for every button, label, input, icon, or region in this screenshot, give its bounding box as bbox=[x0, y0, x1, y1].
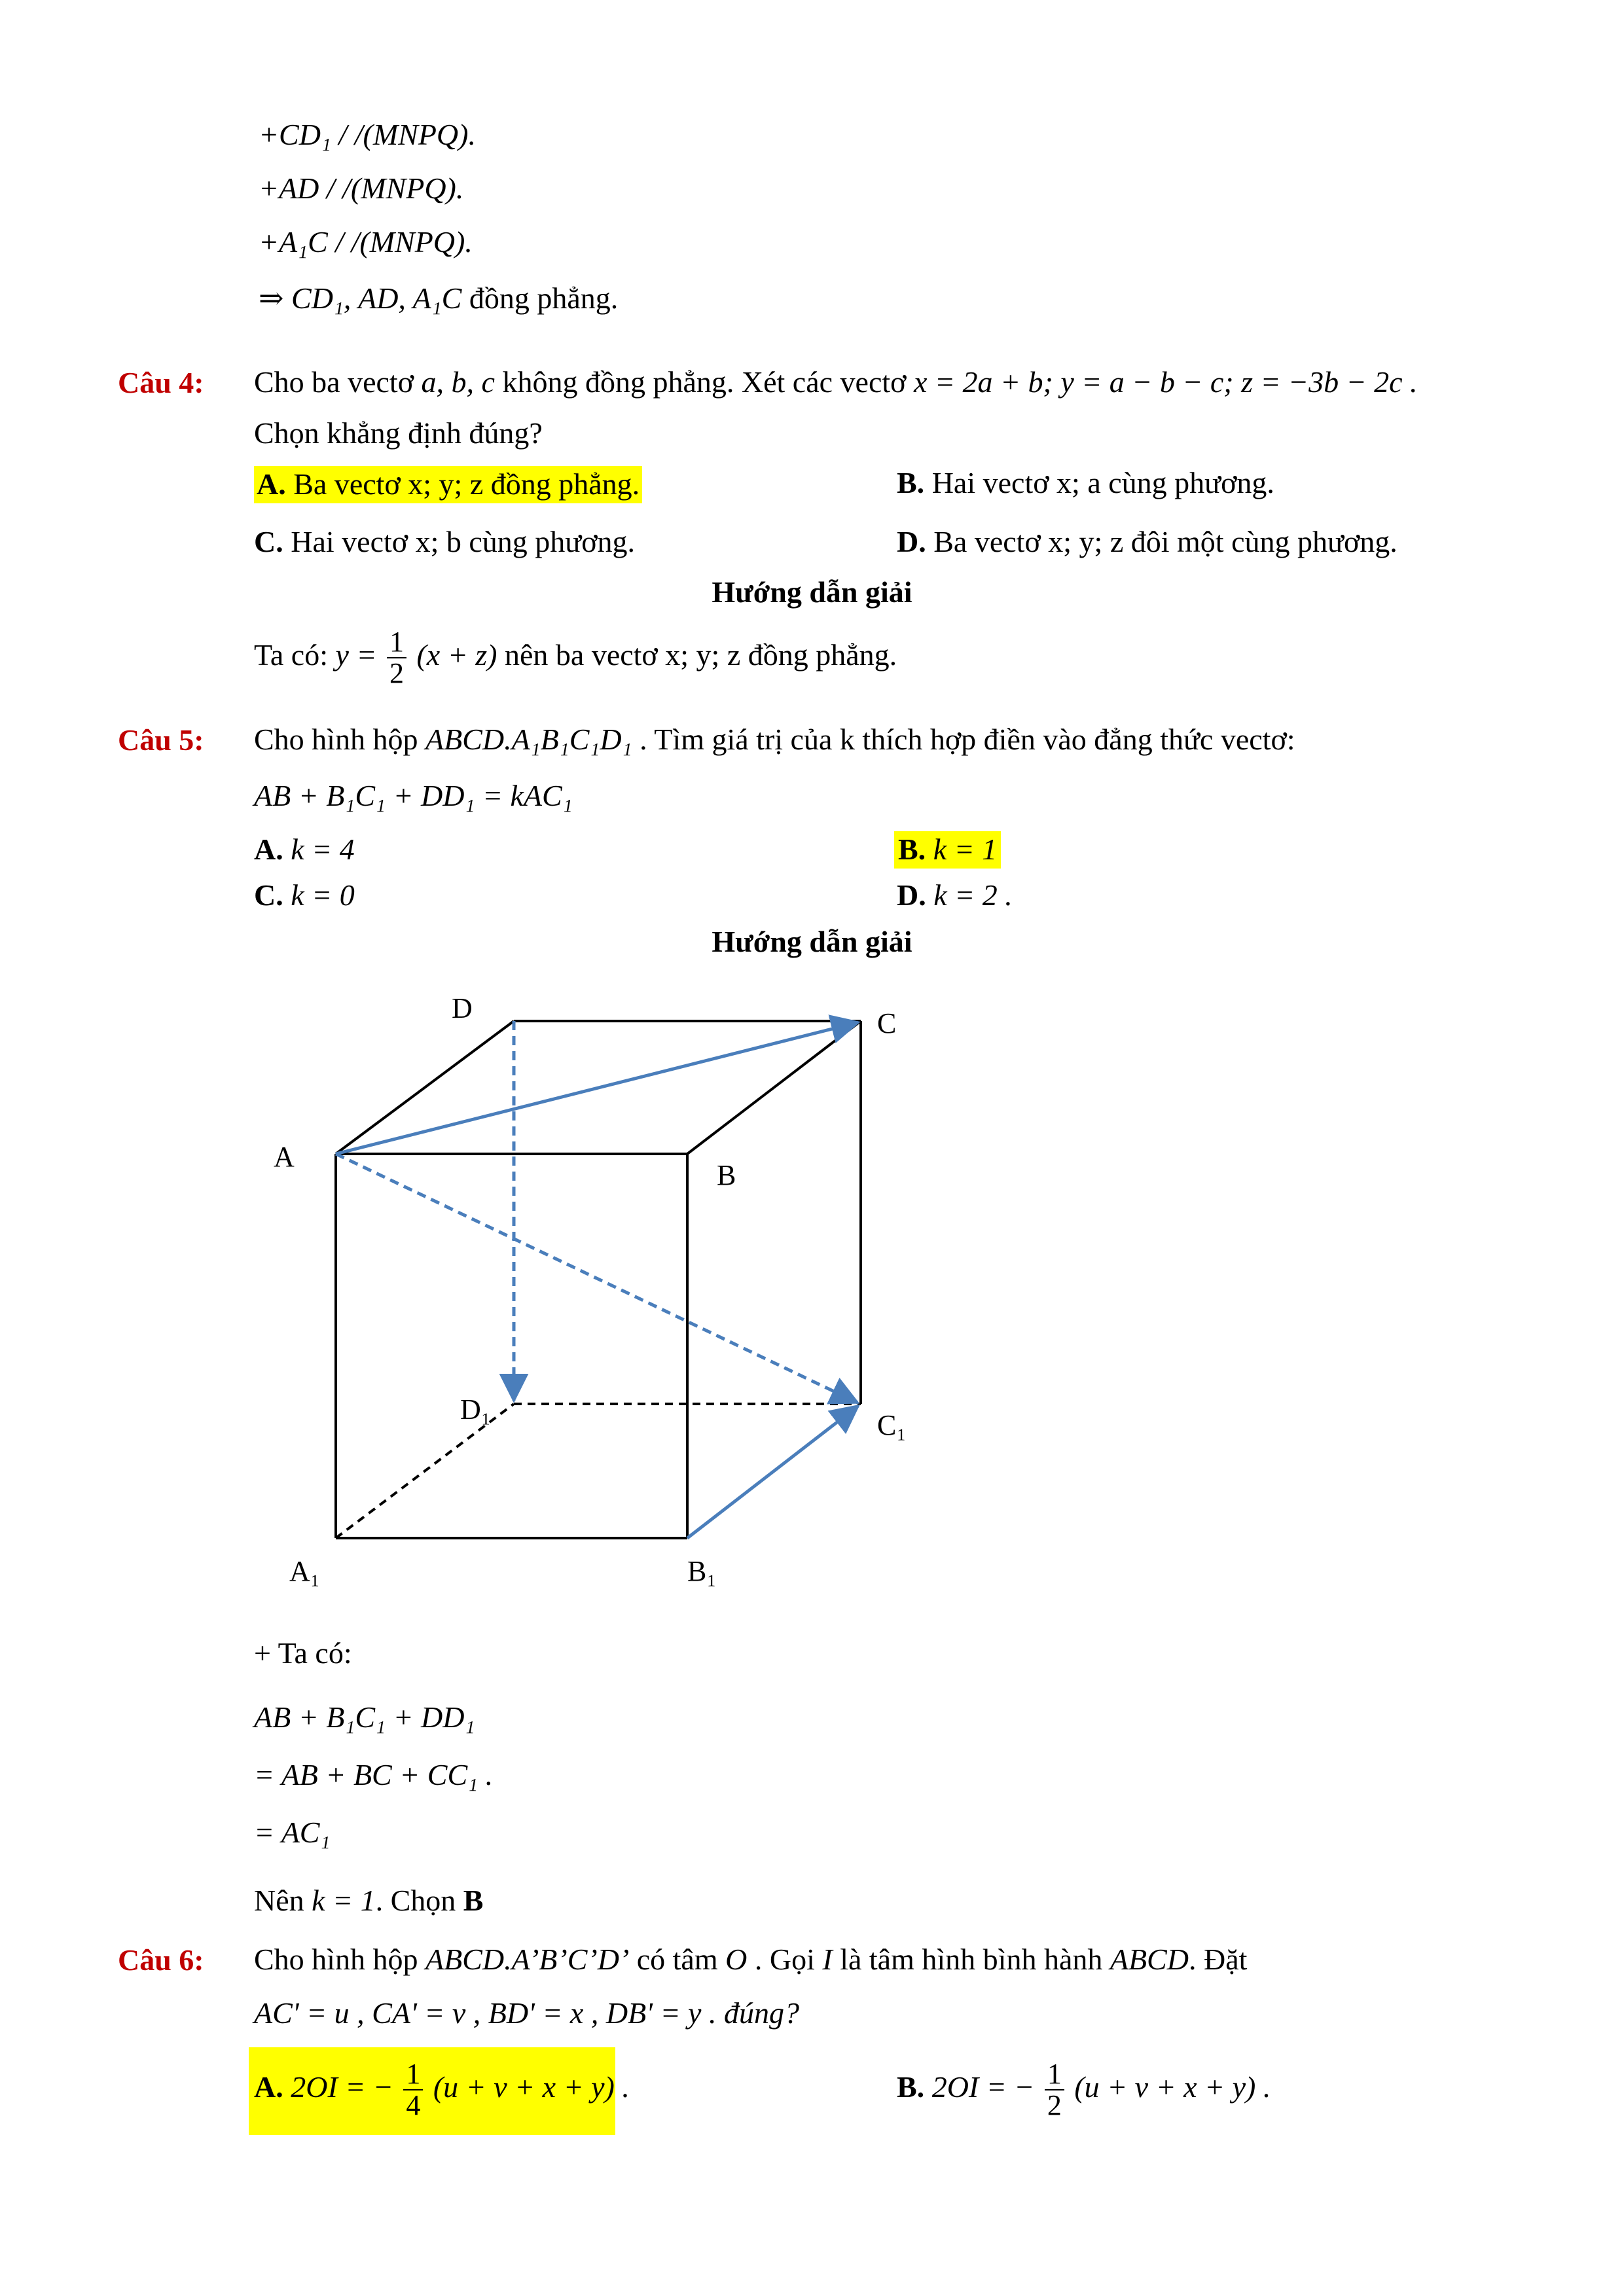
q4-sol-frac-num: 1 bbox=[387, 627, 406, 658]
q6-option-a-fraction bbox=[403, 2059, 423, 2121]
q6-stem-c: . Gọi bbox=[754, 1943, 815, 1976]
top-line-4-text: đồng phẳng. bbox=[469, 281, 619, 315]
q5-sol-line-1: AB + B₁C₁ + DD₁ bbox=[254, 1700, 475, 1734]
q4-option-c-letter: C. bbox=[254, 525, 283, 558]
vector-AC1 bbox=[336, 1154, 857, 1403]
top-line-1: +CD₁ / /(MNPQ). bbox=[259, 118, 476, 151]
vertex-label-B: B bbox=[717, 1159, 736, 1191]
q4-label: Câu 4: bbox=[118, 366, 204, 399]
q6-stem-a: Cho hình hộp bbox=[254, 1943, 418, 1976]
vertex-label-A1: A₁ bbox=[289, 1555, 321, 1587]
q4-stem-line2: Chọn khẳng định đúng? bbox=[254, 416, 543, 450]
top-line-3: +A₁C / /(MNPQ). bbox=[259, 225, 473, 259]
q5-option-a-text: k = 4 bbox=[291, 833, 355, 866]
q5-option-b-letter: B. bbox=[898, 833, 926, 866]
q6-option-b-fraction bbox=[1045, 2059, 1064, 2121]
edge-BC bbox=[687, 1021, 861, 1154]
q5-conclusion bbox=[254, 1884, 483, 1918]
q4-option-a-letter: A. bbox=[257, 467, 286, 501]
vector-AC bbox=[336, 1022, 858, 1154]
q6-label: Câu 6: bbox=[118, 1943, 204, 1977]
q6-option-a-lhs: 2OI = − bbox=[291, 2070, 393, 2104]
q6-stem bbox=[254, 1943, 1247, 1977]
q4-option-b-text: Hai vectơ x; a cùng phương. bbox=[931, 466, 1274, 499]
q4-sol-rhs: (x + z) bbox=[416, 637, 497, 672]
cube-hidden-edges bbox=[336, 1404, 861, 1538]
q5-conclusion-b: . Chọn bbox=[375, 1884, 456, 1917]
q6-option-b bbox=[897, 2059, 1271, 2121]
vector-B1C1 bbox=[687, 1406, 858, 1538]
q6-option-a-num: 1 bbox=[403, 2059, 423, 2090]
vertex-label-C: C bbox=[877, 1007, 897, 1039]
top-line-2: +AD / /(MNPQ). bbox=[259, 171, 464, 205]
q5-sol-line-3: = AC₁ bbox=[254, 1816, 331, 1849]
q6-stem-d: là tâm hình bình hành bbox=[840, 1943, 1103, 1976]
vertex-label-D: D bbox=[452, 992, 473, 1024]
q6-stem-I: I bbox=[822, 1943, 833, 1976]
q4-sol-lhs: y = bbox=[335, 637, 377, 672]
q4-option-b-letter: B. bbox=[897, 466, 925, 499]
q5-option-a-letter: A. bbox=[254, 833, 283, 866]
q5-option-c-letter: C. bbox=[254, 878, 283, 912]
q6-option-a-rhs: (u + v + x + y) . bbox=[433, 2070, 630, 2104]
q6-option-b-lhs: 2OI = − bbox=[931, 2070, 1035, 2104]
q4-option-d-text: Ba vectơ x; y; z đôi một cùng phương. bbox=[933, 525, 1398, 558]
q6-option-b-letter: B. bbox=[897, 2070, 925, 2104]
cube-vectors bbox=[336, 1021, 858, 1538]
q6-stem-line2: AC' = u , CA' = v , BD' = x , DB' = y . đúng? bbox=[254, 1996, 799, 2030]
q6-option-b-rhs: (u + v + x + y) . bbox=[1074, 2070, 1271, 2104]
q6-option-a-den: 4 bbox=[406, 2089, 421, 2122]
q5-label: Câu 5: bbox=[118, 723, 204, 757]
q6-option-b-num: 1 bbox=[1045, 2059, 1064, 2090]
q5-conclusion-choice: B bbox=[463, 1884, 484, 1917]
q6-stem-box: ABCD.A’B’C’D’ bbox=[425, 1943, 630, 1976]
q5-option-b-text: k = 1 bbox=[933, 833, 998, 866]
q5-stem-a: Cho hình hộp bbox=[254, 723, 418, 756]
q5-equation: AB + B₁C₁ + DD₁ = kAC₁ bbox=[254, 779, 573, 812]
q5-conclusion-a: Nên bbox=[254, 1884, 304, 1917]
vertex-label-B1: B₁ bbox=[687, 1555, 717, 1587]
q6-stem-b: có tâm bbox=[636, 1943, 718, 1976]
q6-stem-O: O bbox=[725, 1943, 748, 1976]
q4-option-a-text: Ba vectơ x; y; z đồng phẳng. bbox=[293, 467, 640, 501]
q5-sol-line-2: = AB + BC + CC₁ . bbox=[254, 1758, 494, 1791]
q5-stem-b: . Tìm giá trị của k thích hợp điền vào đẳng thức vectơ: bbox=[640, 723, 1295, 756]
q4-stem-vectors: a, b, c bbox=[421, 365, 495, 399]
q6-stem-abcd: ABCD bbox=[1110, 1943, 1189, 1976]
q4-option-c-text: Hai vectơ x; b cùng phương. bbox=[291, 525, 636, 558]
q5-option-d-text: k = 2 . bbox=[933, 878, 1013, 912]
q6-option-b-den: 2 bbox=[1047, 2089, 1062, 2122]
q4-option-d-letter: D. bbox=[897, 525, 926, 558]
q5-option-c-text: k = 0 bbox=[291, 878, 355, 912]
vertex-label-A: A bbox=[274, 1141, 295, 1173]
top-line-4-vectors: ⇒ CD₁, AD, A₁C bbox=[259, 281, 462, 315]
vertex-label-C1: C₁ bbox=[877, 1409, 907, 1441]
q4-stem-a: Cho ba vectơ bbox=[254, 365, 414, 399]
edge-AD bbox=[336, 1021, 514, 1154]
q4-sol-frac-den: 2 bbox=[389, 657, 404, 690]
q5-stem-box: ABCD.A₁B₁C₁D₁ bbox=[425, 723, 632, 756]
q6-stem-e: . Đặt bbox=[1188, 1943, 1248, 1976]
q5-sol-intro: + Ta có: bbox=[254, 1636, 352, 1670]
q4-stem-b: không đồng phẳng. Xét các vectơ bbox=[502, 365, 907, 399]
q5-conclusion-math: k = 1 bbox=[312, 1884, 376, 1917]
q4-sol-a: Ta có: bbox=[254, 637, 329, 672]
q4-sol-b: nên ba vectơ x; y; z đồng phẳng. bbox=[504, 637, 897, 672]
q6-option-a bbox=[254, 2059, 630, 2121]
q5-guide-title: Hướng dẫn giải bbox=[712, 925, 912, 958]
q5-option-d-letter: D. bbox=[897, 878, 926, 912]
q6-option-a-letter: A. bbox=[254, 2070, 283, 2104]
q4-stem-formula: x = 2a + b; y = a − b − c; z = −3b − 2c . bbox=[914, 365, 1418, 399]
q4-guide-title: Hướng dẫn giải bbox=[712, 575, 912, 609]
vertex-label-D1: D₁ bbox=[460, 1393, 492, 1426]
